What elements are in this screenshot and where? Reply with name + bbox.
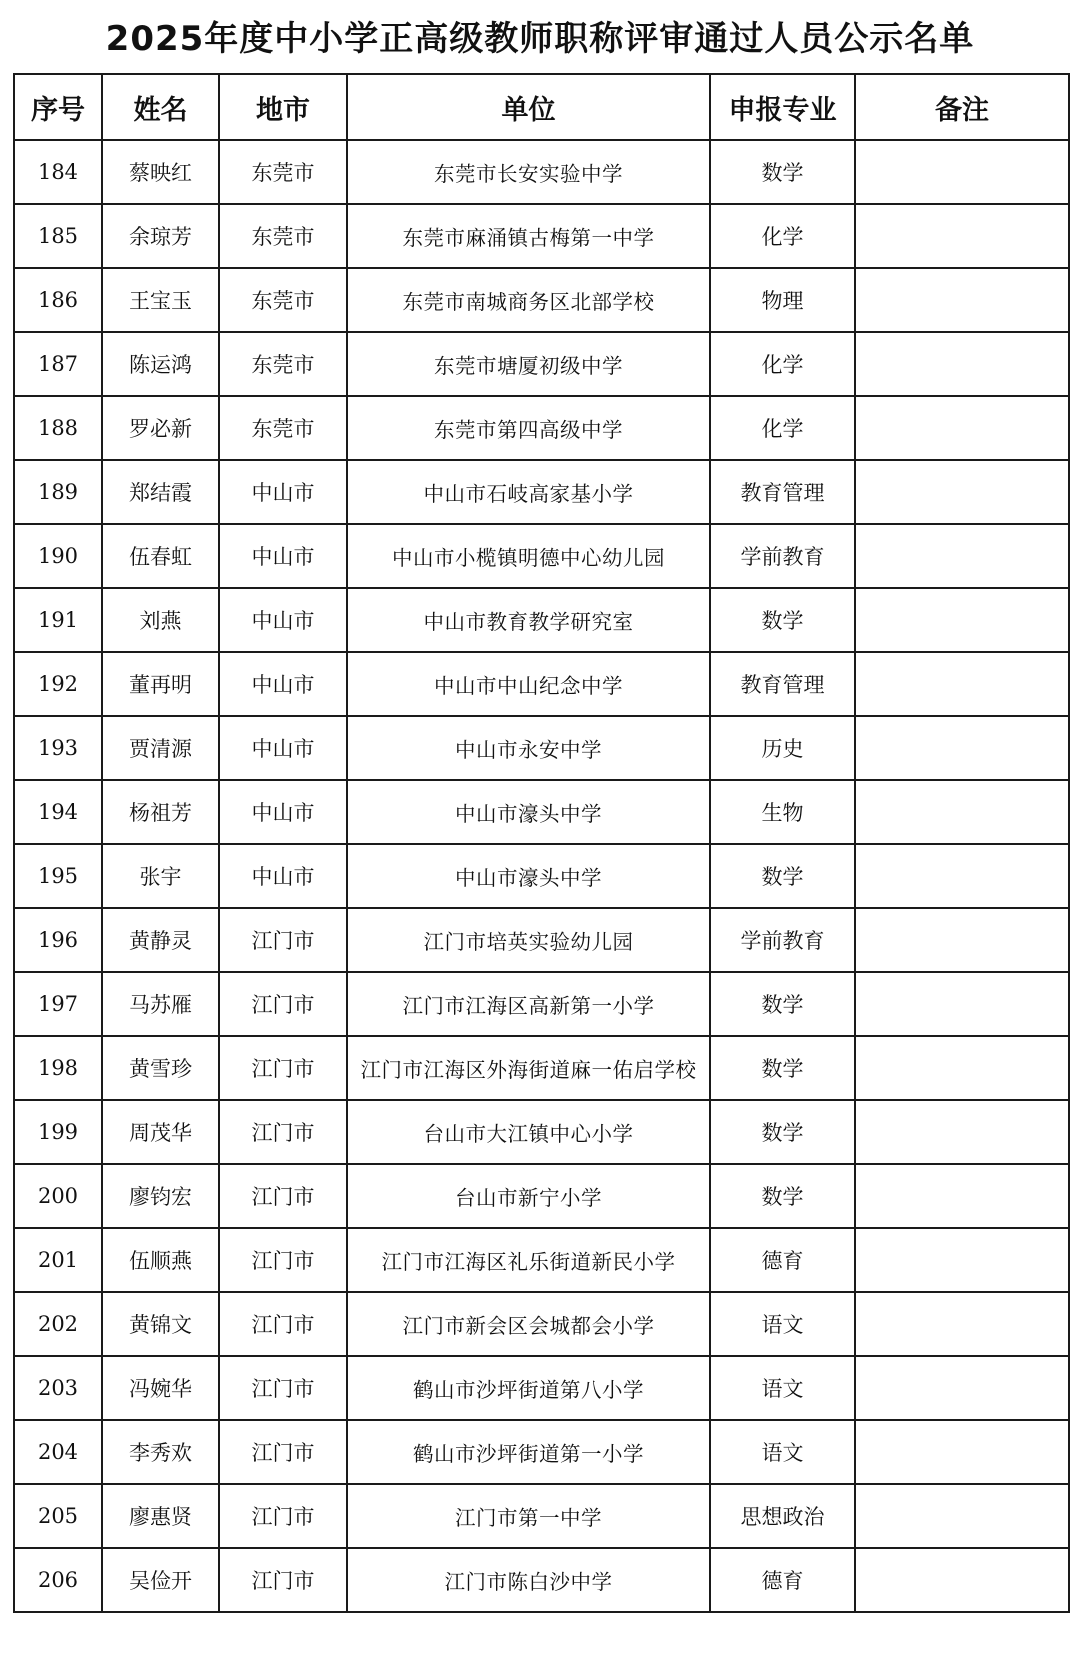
cell-no: 184 [14, 140, 102, 204]
table-row [14, 1164, 1069, 1228]
cell-major: 德育 [710, 1228, 855, 1292]
cell-name: 黄锦文 [102, 1292, 219, 1356]
table-row [14, 1228, 1069, 1292]
cell-name: 王宝玉 [102, 268, 219, 332]
header-remark: 备注 [855, 74, 1069, 140]
cell-major: 德育 [710, 1548, 855, 1612]
cell-name: 刘燕 [102, 588, 219, 652]
cell-unit: 江门市江海区高新第一小学 [347, 972, 710, 1036]
cell-major: 教育管理 [710, 652, 855, 716]
table-row [14, 1548, 1069, 1612]
cell-major: 生物 [710, 780, 855, 844]
table-row [14, 1484, 1069, 1548]
cell-major: 语文 [710, 1292, 855, 1356]
cell-unit: 东莞市麻涌镇古梅第一中学 [347, 204, 710, 268]
cell-major: 学前教育 [710, 908, 855, 972]
cell-major: 数学 [710, 844, 855, 908]
cell-remark [855, 1228, 1069, 1292]
cell-unit: 东莞市南城商务区北部学校 [347, 268, 710, 332]
table-row [14, 1036, 1069, 1100]
cell-unit: 江门市江海区礼乐街道新民小学 [347, 1228, 710, 1292]
cell-remark [855, 588, 1069, 652]
cell-remark [855, 524, 1069, 588]
cell-major: 化学 [710, 204, 855, 268]
table-row [14, 140, 1069, 204]
cell-city: 中山市 [219, 460, 347, 524]
cell-city: 江门市 [219, 1356, 347, 1420]
cell-remark [855, 1484, 1069, 1548]
cell-name: 黄静灵 [102, 908, 219, 972]
cell-city: 中山市 [219, 780, 347, 844]
cell-no: 185 [14, 204, 102, 268]
cell-unit: 中山市教育教学研究室 [347, 588, 710, 652]
cell-no: 200 [14, 1164, 102, 1228]
cell-no: 201 [14, 1228, 102, 1292]
cell-remark [855, 780, 1069, 844]
teacher-list-table [13, 73, 1070, 1613]
cell-unit: 鹤山市沙坪街道第一小学 [347, 1420, 710, 1484]
table-row [14, 204, 1069, 268]
cell-unit: 东莞市第四高级中学 [347, 396, 710, 460]
cell-no: 193 [14, 716, 102, 780]
cell-remark [855, 1548, 1069, 1612]
table-row [14, 844, 1069, 908]
cell-unit: 中山市石岐高家基小学 [347, 460, 710, 524]
table-row [14, 716, 1069, 780]
table-row [14, 1420, 1069, 1484]
cell-name: 余琼芳 [102, 204, 219, 268]
cell-remark [855, 1164, 1069, 1228]
cell-unit: 台山市新宁小学 [347, 1164, 710, 1228]
cell-city: 东莞市 [219, 396, 347, 460]
cell-remark [855, 1100, 1069, 1164]
cell-no: 196 [14, 908, 102, 972]
table-row [14, 460, 1069, 524]
cell-major: 教育管理 [710, 460, 855, 524]
cell-city: 江门市 [219, 1292, 347, 1356]
cell-no: 206 [14, 1548, 102, 1612]
cell-unit: 中山市小榄镇明德中心幼儿园 [347, 524, 710, 588]
cell-name: 廖钧宏 [102, 1164, 219, 1228]
cell-no: 205 [14, 1484, 102, 1548]
cell-no: 191 [14, 588, 102, 652]
cell-major: 历史 [710, 716, 855, 780]
cell-major: 数学 [710, 1164, 855, 1228]
cell-city: 东莞市 [219, 204, 347, 268]
cell-no: 204 [14, 1420, 102, 1484]
cell-name: 郑结霞 [102, 460, 219, 524]
cell-no: 187 [14, 332, 102, 396]
page-title: 2025年度中小学正高级教师职称评审通过人员公示名单 [105, 19, 975, 59]
cell-city: 江门市 [219, 1164, 347, 1228]
header-row [14, 74, 1069, 140]
cell-city: 中山市 [219, 588, 347, 652]
cell-unit: 东莞市长安实验中学 [347, 140, 710, 204]
cell-city: 东莞市 [219, 268, 347, 332]
cell-major: 语文 [710, 1420, 855, 1484]
cell-unit: 江门市第一中学 [347, 1484, 710, 1548]
cell-unit: 中山市濠头中学 [347, 780, 710, 844]
cell-no: 188 [14, 396, 102, 460]
cell-remark [855, 396, 1069, 460]
cell-major: 化学 [710, 396, 855, 460]
cell-major: 语文 [710, 1356, 855, 1420]
cell-name: 陈运鸿 [102, 332, 219, 396]
cell-name: 廖惠贤 [102, 1484, 219, 1548]
cell-city: 江门市 [219, 1100, 347, 1164]
table-row [14, 652, 1069, 716]
cell-no: 194 [14, 780, 102, 844]
cell-unit: 鹤山市沙坪街道第八小学 [347, 1356, 710, 1420]
cell-remark [855, 716, 1069, 780]
table-row [14, 588, 1069, 652]
cell-remark [855, 204, 1069, 268]
table-row [14, 396, 1069, 460]
cell-major: 化学 [710, 332, 855, 396]
table-row [14, 332, 1069, 396]
table-row [14, 1356, 1069, 1420]
cell-no: 195 [14, 844, 102, 908]
cell-name: 罗必新 [102, 396, 219, 460]
cell-name: 周茂华 [102, 1100, 219, 1164]
cell-major: 数学 [710, 588, 855, 652]
cell-unit: 中山市濠头中学 [347, 844, 710, 908]
cell-name: 黄雪珍 [102, 1036, 219, 1100]
cell-city: 东莞市 [219, 332, 347, 396]
cell-remark [855, 908, 1069, 972]
cell-city: 江门市 [219, 972, 347, 1036]
cell-unit: 台山市大江镇中心小学 [347, 1100, 710, 1164]
cell-city: 中山市 [219, 716, 347, 780]
cell-no: 189 [14, 460, 102, 524]
cell-major: 学前教育 [710, 524, 855, 588]
header-no: 序号 [14, 74, 102, 140]
cell-city: 中山市 [219, 844, 347, 908]
cell-no: 192 [14, 652, 102, 716]
cell-major: 思想政治 [710, 1484, 855, 1548]
cell-city: 江门市 [219, 1036, 347, 1100]
header-name: 姓名 [102, 74, 219, 140]
cell-remark [855, 268, 1069, 332]
cell-remark [855, 140, 1069, 204]
cell-remark [855, 332, 1069, 396]
header-unit: 单位 [347, 74, 710, 140]
cell-remark [855, 1356, 1069, 1420]
cell-city: 江门市 [219, 1484, 347, 1548]
table-row [14, 1292, 1069, 1356]
cell-no: 202 [14, 1292, 102, 1356]
cell-unit: 江门市江海区外海街道麻一佑启学校 [347, 1036, 710, 1100]
cell-no: 197 [14, 972, 102, 1036]
cell-city: 中山市 [219, 524, 347, 588]
cell-remark [855, 1420, 1069, 1484]
cell-name: 伍顺燕 [102, 1228, 219, 1292]
cell-remark [855, 1036, 1069, 1100]
cell-major: 物理 [710, 268, 855, 332]
cell-no: 198 [14, 1036, 102, 1100]
cell-name: 贾清源 [102, 716, 219, 780]
cell-remark [855, 1292, 1069, 1356]
cell-major: 数学 [710, 1100, 855, 1164]
cell-name: 伍春虹 [102, 524, 219, 588]
cell-city: 江门市 [219, 1228, 347, 1292]
table-row [14, 972, 1069, 1036]
cell-name: 李秀欢 [102, 1420, 219, 1484]
cell-major: 数学 [710, 1036, 855, 1100]
cell-remark [855, 652, 1069, 716]
cell-remark [855, 460, 1069, 524]
cell-city: 江门市 [219, 908, 347, 972]
table-header [14, 74, 1069, 140]
cell-major: 数学 [710, 972, 855, 1036]
cell-name: 蔡映红 [102, 140, 219, 204]
table-row [14, 780, 1069, 844]
table-body [14, 140, 1069, 1612]
table-row [14, 268, 1069, 332]
cell-name: 吴俭开 [102, 1548, 219, 1612]
cell-unit: 江门市陈白沙中学 [347, 1548, 710, 1612]
cell-name: 马苏雁 [102, 972, 219, 1036]
header-city: 地市 [219, 74, 347, 140]
cell-unit: 江门市新会区会城都会小学 [347, 1292, 710, 1356]
cell-no: 190 [14, 524, 102, 588]
cell-no: 199 [14, 1100, 102, 1164]
cell-name: 冯婉华 [102, 1356, 219, 1420]
cell-unit: 东莞市塘厦初级中学 [347, 332, 710, 396]
cell-remark [855, 844, 1069, 908]
cell-major: 数学 [710, 140, 855, 204]
cell-name: 杨祖芳 [102, 780, 219, 844]
cell-no: 203 [14, 1356, 102, 1420]
cell-name: 董再明 [102, 652, 219, 716]
cell-city: 东莞市 [219, 140, 347, 204]
cell-city: 中山市 [219, 652, 347, 716]
cell-remark [855, 972, 1069, 1036]
cell-unit: 中山市永安中学 [347, 716, 710, 780]
cell-city: 江门市 [219, 1420, 347, 1484]
cell-name: 张宇 [102, 844, 219, 908]
cell-unit: 中山市中山纪念中学 [347, 652, 710, 716]
cell-no: 186 [14, 268, 102, 332]
table-row [14, 1100, 1069, 1164]
table-row [14, 524, 1069, 588]
table-row [14, 908, 1069, 972]
cell-city: 江门市 [219, 1548, 347, 1612]
header-major: 申报专业 [710, 74, 855, 140]
cell-unit: 江门市培英实验幼儿园 [347, 908, 710, 972]
